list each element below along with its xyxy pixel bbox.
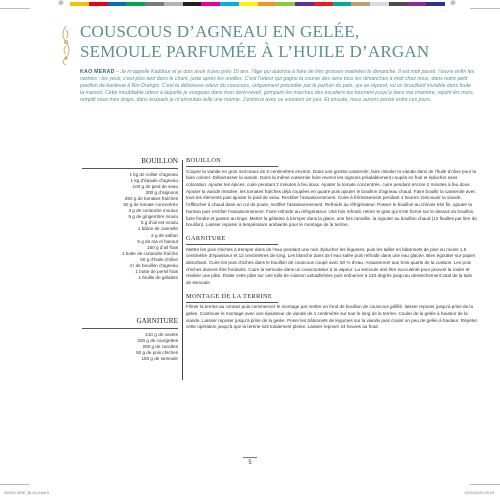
ingredient-item: 200 g de courgettes [137,337,178,343]
ingredients-bouillon-list [82,172,178,282]
color-swatch [370,2,389,6]
color-swatch [183,2,202,6]
print-slug-date: 10/01/2020 09:29 [464,491,494,495]
color-swatch [276,2,295,6]
ingredient-item: 4 l de bouillon d’agneau [129,263,178,268]
intro-author: KAO MERAD [80,69,115,75]
ingredient-item: 5 g de gingembre moulu [128,214,178,220]
color-swatch [164,2,183,6]
color-swatch [333,2,352,6]
heading-rule [82,168,178,169]
registration-mark-left: ⊕ [58,0,64,7]
step-body: Filmer la terrine au contact puis commencer le montage par mettre un fond de bouillon de couscous gélifié, laisser reposer jusqu’à prise de la gelée. Continuer le montage avec une épaisseur de viande de 1 centimètre sur tout le long de la terrine. Couler de la gelée à hauteur de la viande. Laisser reposer jusqu’à prise de la gelée. Poser les bâtonnets de légumes sur la viande puis couler un peu de gelée à hauteur. Répéter cette opération jusqu’à que la terrine soit totalement pleine. Laisser reposer 24 heures au froid. [186,304,478,330]
color-swatch [351,2,370,6]
ingredient-item: 50 g de pois chiches [136,349,178,355]
ingredients-garniture [82,317,178,362]
ingredient-item: 2 g de safran [151,232,178,238]
recipe-title [80,22,480,62]
color-swatch [389,2,408,6]
step-body: Mettre les pois chiches à tremper dans de l’eau pendant une nuit. Éplucher les légumes, puis les tailler en bâtonnets de plus ou moins 1,5 centimètre d’épaisseur et 12 centimètres de long. Les blanchir dans de l’eau salée puis refroidir dans une eau glacée. Bien égoutter sur papier absorbant. Cuire les pois chiches dans le bouillon de couscous coupé avec 50 % d’eau. Assaisonner aux trois quarts de la cuisson. Les pois chiches doivent être fondants. Cuire la semoule dans un couscoussier à la vapeur. La semoule doit être succulente pour pouvoir la rouler et réaliser une pâte. Étaler cette pâte sur une toile de cuisson antiadhésive puis enfourner à 140 degrés jusqu’au dessèchement total de la tuile de semoule. [186,246,476,286]
color-swatch [89,2,108,6]
ingredient-item: 1 kg de collier d’agneau [129,171,178,177]
color-swatch [145,2,164,6]
step-heading: BOUILLON [186,157,222,164]
heading-rule [186,166,278,167]
print-slug-file: 40001LIVRE_BLAD.indd 5 [4,491,49,495]
ingredient-item: 1 bâton de cannelle [137,226,178,232]
ingredient-item: 300 g d’oignons [145,189,178,195]
ingredient-item: 150 g de semoule [141,355,178,361]
color-swatch [220,2,239,6]
step-garniture [186,235,478,287]
heading-rule [82,328,178,329]
recipe-title-line-1: COUSCOUS D’AGNEAU EN GELÉE, [80,22,360,41]
ingredient-item: 1 botte de persil frais [135,269,178,275]
color-swatch [258,2,277,6]
ingredient-item: 1 kg d’épaule d’agneau [130,177,178,183]
step-heading: GARNITURE [186,234,226,242]
registration-mark-right: ⊕ [450,0,456,7]
color-swatch [239,2,258,6]
ingredient-item: 100 g de pied de veau [132,183,178,189]
color-calibration-bar [70,2,445,6]
color-swatch [201,2,220,6]
heading-rule [186,244,278,245]
color-swatch [126,2,145,6]
crop-mark-top-left [0,8,30,9]
ingredient-item: 210 g de navets [145,331,178,337]
crop-mark-bottom-right [470,484,500,485]
recipe-title-line-2: SEMOULE PARFUMÉE À L’HUILE D’ARGAN [80,42,430,61]
step-body: Couper la viande en gros morceaux de 5 centimètres environ. Dans une grosse casserole, faire rissoler la viande dans de l’huile d’olive pour la faire colorer. Débarrasser la viande. Dans la même casserole faire revenir les oignons préalablement coupés en fruit et éplucher sans coloration. Ajouter les épices, cuire pendant 2 minutes à feu doux. Ajouter la tomate concentrée, cuire pendant encore 2 minutes à feu doux. Ajouter la viande rissolée, les tomates fraîches déjà coupées en quatre puis ajouter le bouillon d’agneau chaud. Faire bouillir la casserole avec tous les éléments puis ajouter le pied de veau. Rectifier l’assaisonnement. Cuire à frémissement pendant 4 heures. Découvrir la viande, l’effilocher à chaud dans un cul de poule, rectifier l’assaisonnement. Refroidir au réfrigérateur. Passer le bouillon au chinois très fin, ajouter la harissa puis rectifier l’assaisonnement. Faire refroidir au réfrigérateur. Une fois refroidi, retirer le gras qui s’est formé sur le dessus du bouillon, faire fondre et passer au tinge. Mettre la gélatine à tremper dans la glace, une fois ramollie, la rajouter au bouillon chaud (12 feuilles par litre de bouillon). Laisser reposer à température ambiante pour le montage de la terrine. [186,168,477,228]
crop-mark-bottom-left [0,484,30,485]
recipe-steps [186,157,478,337]
ingredient-item: 50 g d’huile d’olive [140,256,178,262]
crop-mark-top-right [470,8,500,9]
ingredient-item: 200 g de carottes [142,343,178,349]
ingredient-item: 150 g d’ail frais [147,244,178,250]
ingredients-bouillon [82,157,178,281]
color-swatch [108,2,127,6]
ingredient-item: 5 g d’ail est moulu [140,220,178,226]
intro-paragraph [80,69,476,104]
heading-rule [186,302,278,303]
ornament-icon [56,24,76,66]
ingredient-item: 250 g de tomates fraîches [124,195,178,201]
color-swatch [408,2,427,6]
color-swatch [70,2,89,6]
ingredient-item: 50 g de tomate concentrée [123,202,178,208]
ingredient-item: 3 g de coriandre moulue [128,208,178,214]
page-number-rule [243,457,257,458]
ingredients-garniture-heading: GARNITURE [136,317,178,325]
ingredients-garniture-list [82,332,178,362]
ingredient-item: 5 g de ras el hanout [137,238,178,244]
ingredient-item: 1 botte de coriandre fraîche [121,250,178,256]
step-montage [186,293,478,331]
step-bouillon [186,157,478,229]
page-number: 5 [248,460,252,466]
color-swatch [314,2,333,6]
step-heading: MONTAGE DE LA TERRINE [186,292,273,300]
color-swatch [426,2,445,6]
column-divider [182,160,183,380]
ingredient-item: 1 feuille de gélatine [138,275,178,281]
color-swatch [295,2,314,6]
intro-text: – Je m’appelle Kaddour et je dois avoir à peu près 15 ans. l’âge qui autorise à faire de très grosses matinées le dimanche. Il est midi passé. l’ouvre enfin les narines : les yeux, c’est plus tard dans le chant, juste après les oreilles. C’est l’odeur qui gagne la course des sens tous les dimanches à midi chez nous, dans notre petit pavillon de banlieue à Ris-Orangis. C’est la délicieuse odeur du couscous, uniquement précédée par le parfum du pain, qui se répand, roi un brouillard invisible dans toute la maison. Cette inoubliable odeur à laquelle je songeais dans mon demi-réveil, grimpant les marches des escaliers qui tournent jusqu’à dans ma chambre, rejoint les murs, remplit sous mes draps, dans lesquels je m’enroulais telle une momie. J’entrerai avec ce souvenir un jour. Et ensuite, nous aurons pensé entre ces jours. [80,69,475,103]
ingredients-bouillon-heading: BOUILLON [141,157,178,165]
